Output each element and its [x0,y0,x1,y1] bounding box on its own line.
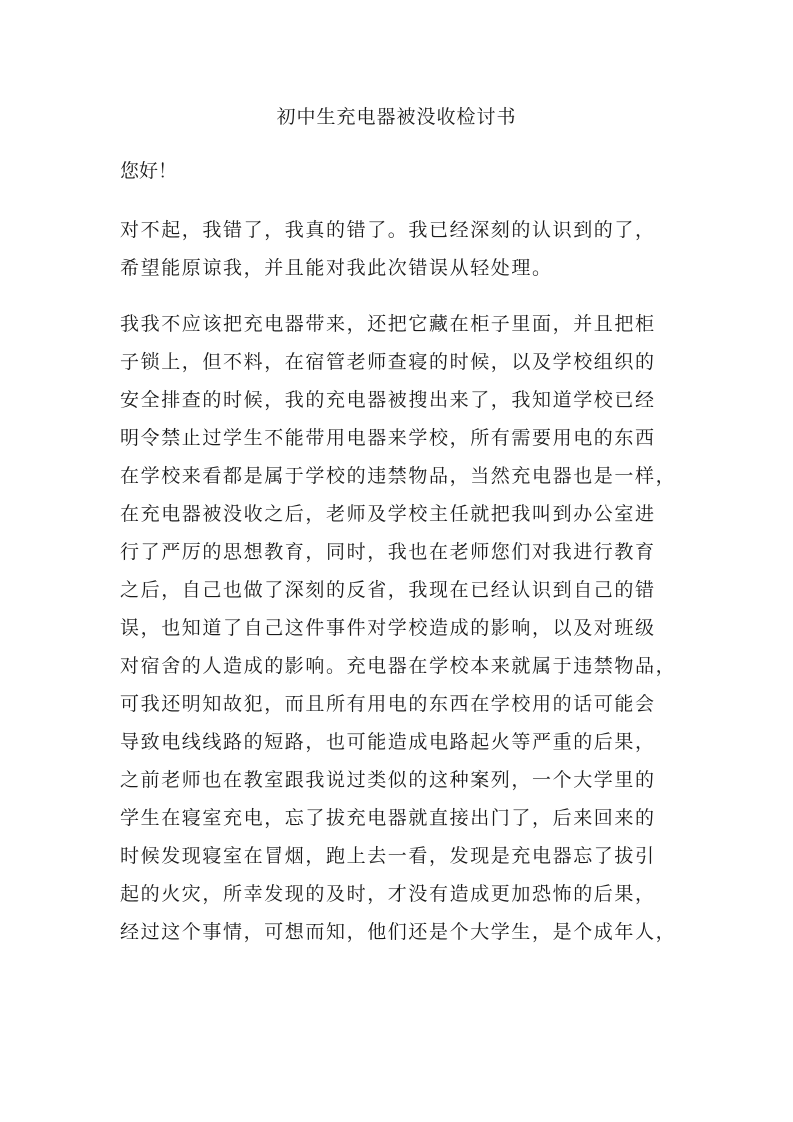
greeting: 您好！ [120,160,178,182]
text-line: 误，也知道了自己这件事件对学校造成的影响，以及对班级 [120,617,656,639]
paragraph-apology [120,211,680,287]
text-line: 之前老师也在教室跟我说过类似的这种案列，一个大学里的 [120,769,656,791]
text-line: 导致电线线路的短路，也可能造成电路起火等严重的后果， [120,731,656,753]
text-line: 安全排查的时候，我的充电器被搜出来了，我知道学校已经 [120,389,656,411]
text-line: 经过这个事情，可想而知，他们还是个大学生，是个成年人， [120,921,677,943]
text-line: 之后，自己也做了深刻的反省，我现在已经认识到自己的错 [120,579,656,601]
text-line: 在学校来看都是属于学校的违禁物品，当然充电器也是一样， [120,465,677,487]
text-line: 我我不应该把充电器带来，还把它藏在柜子里面，并且把柜 [120,313,656,335]
document-title: 初中生充电器被没收检讨书 [276,106,517,128]
text-line: 希望能原谅我，并且能对我此次错误从轻处理。 [120,257,553,279]
text-line: 行了严厉的思想教育，同时，我也在老师您们对我进行教育 [120,541,656,563]
text-line: 时候发现寝室在冒烟，跑上去一看，发现是充电器忘了拔引 [120,845,656,867]
text-line: 明令禁止过学生不能带用电器来学校，所有需要用电的东西 [120,427,656,449]
text-line: 子锁上，但不料，在宿管老师查寝的时候，以及学校组织的 [120,351,656,373]
text-line: 对宿舍的人造成的影响。充电器在学校本来就属于违禁物品， [120,655,677,677]
text-line: 在充电器被没收之后，老师及学校主任就把我叫到办公室进 [120,503,656,525]
text-line: 对不起，我错了，我真的错了。我已经深刻的认识到的了， [120,219,656,241]
paragraph-explanation [120,305,680,951]
text-line: 学生在寝室充电，忘了拔充电器就直接出门了，后来回来的 [120,807,656,829]
text-line: 起的火灾，所幸发现的及时，才没有造成更加恐怖的后果， [120,883,656,905]
text-line: 可我还明知故犯，而且所有用电的东西在学校用的话可能会 [120,693,656,715]
